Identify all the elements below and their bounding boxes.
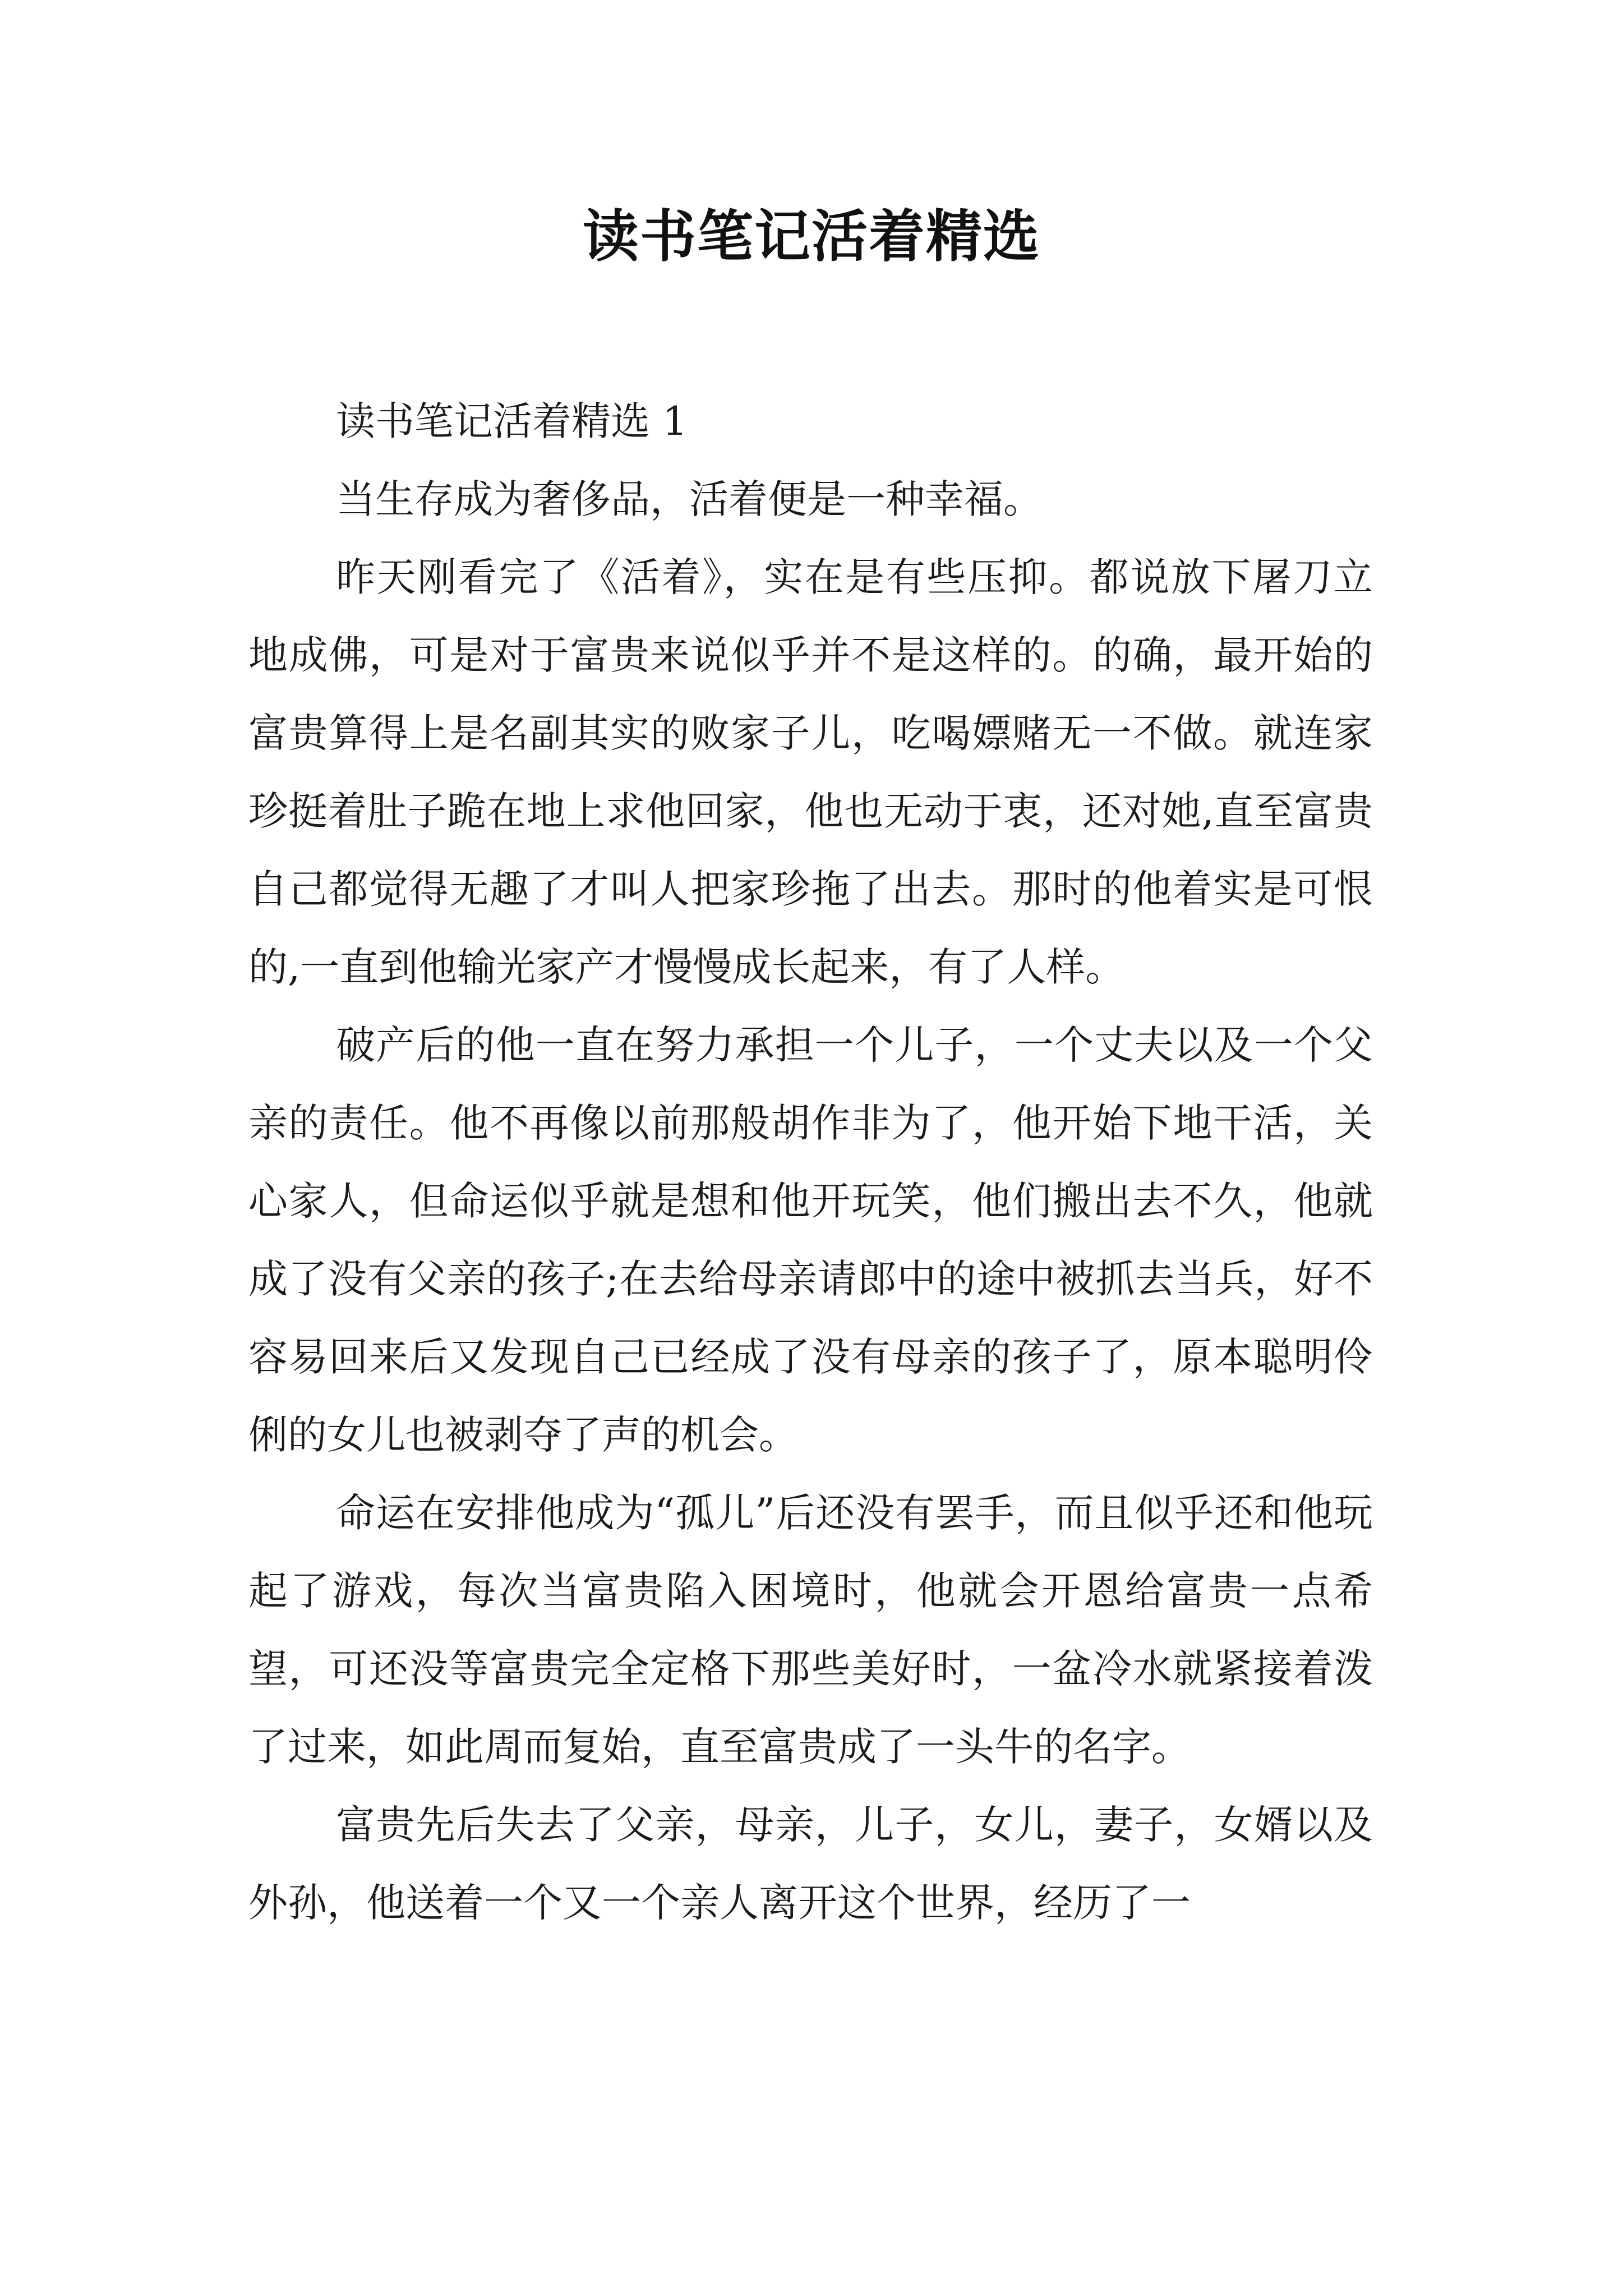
paragraph: 昨天刚看完了《活着》，实在是有些压抑。都说放下屠刀立地成佛，可是对于富贵来说似乎并不是这样的。的确，最开始的富贵算得上是名副其实的败家子儿，吃喝嫖赌无一不做。就连家珍挺着肚子跪在地上求他回家，他也无动于衷，还对她,直至富贵自己都觉得无趣了才叫人把家珍拖了出去。那时的他着实是可恨的,一直到他输光家产才慢慢成长起来，有了人样。 bbox=[248, 554, 1373, 990]
document-body bbox=[248, 383, 1373, 1942]
section-heading: 读书笔记活着精选 1 bbox=[336, 398, 688, 444]
paragraph: 命运在安排他成为“孤儿”后还没有罢手，而且似乎还和他玩起了游戏，每次当富贵陷入困境时，他就会开恩给富贵一点希望，可还没等富贵完全定格下那些美好时，一盆冷水就紧接着泼了过来，如此周而复始，直至富贵成了一头牛的名字。 bbox=[248, 1490, 1373, 1770]
paragraph: 富贵先后失去了父亲，母亲，儿子，女儿，妻子，女婿以及外孙，他送着一个又一个亲人离开这个世界，经历了一 bbox=[248, 1802, 1373, 1926]
paragraph: 当生存成为奢侈品，活着便是一种幸福。 bbox=[336, 476, 1043, 522]
document-title: 读书笔记活着精选 bbox=[583, 204, 1040, 269]
paragraph: 破产后的他一直在努力承担一个儿子，一个丈夫以及一个父亲的责任。他不再像以前那般胡作非为了，他开始下地干活，关心家人，但命运似乎就是想和他开玩笑，他们搬出去不久，他就成了没有父亲的孩子;在去给母亲请郎中的途中被抓去当兵，好不容易回来后又发现自己已经成了没有母亲的孩子了，原本聪明伶俐的女儿也被剥夺了声的机会。 bbox=[248, 1022, 1373, 1458]
